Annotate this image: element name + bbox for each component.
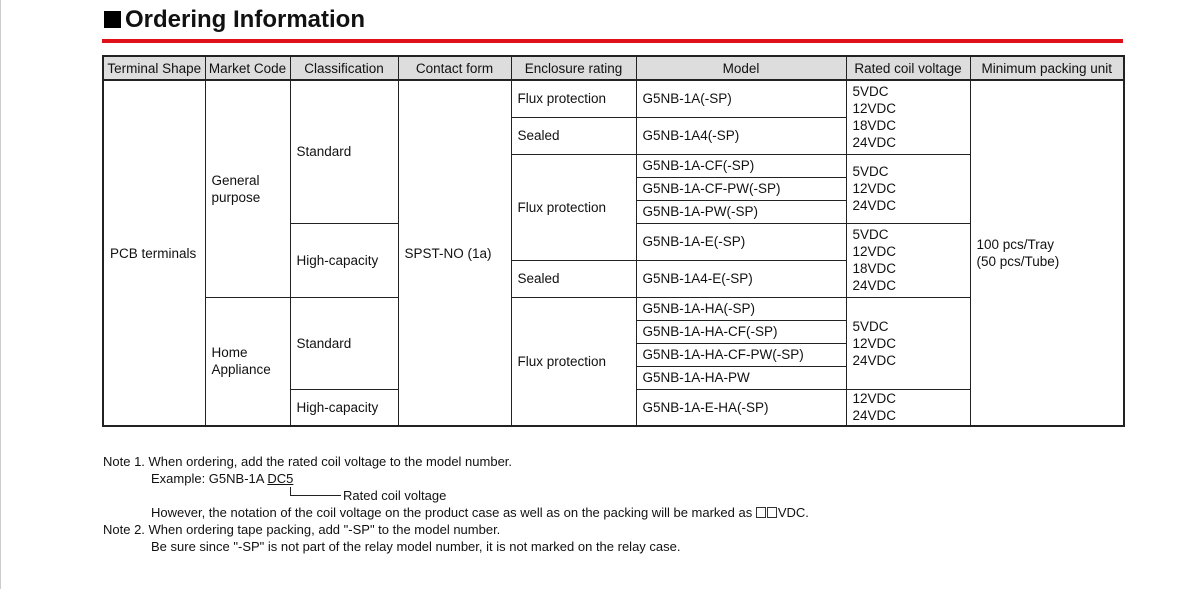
column-header: Model (636, 56, 846, 80)
enclosure-cell: Flux protection (511, 80, 636, 117)
ordering-table (102, 55, 1125, 427)
however-text: However, the notation of the coil voltage on the product case as well as on the packing will be marked as (151, 505, 756, 520)
column-header: Contact form (398, 56, 511, 80)
model-cell: G5NB-1A4(-SP) (636, 117, 846, 154)
callout-label: Rated coil voltage (343, 488, 447, 503)
table-header-row (103, 56, 1124, 80)
classification-cell: High-capacity (290, 389, 398, 426)
model-cell: G5NB-1A-HA-PW (636, 366, 846, 389)
market-code-cell: Home Appliance (205, 297, 290, 426)
note-2-detail: Be sure since "-SP" is not part of the relay model number, it is not marked on the relay case. (151, 539, 681, 554)
note-2: Note 2. When ordering tape packing, add "-SP" to the model number. (103, 522, 501, 537)
section-title (104, 6, 365, 34)
packing-unit-cell: 100 pcs/Tray (50 pcs/Tube) (970, 80, 1124, 426)
note-1-example (103, 470, 809, 487)
model-cell: G5NB-1A-HA-CF-PW(-SP) (636, 343, 846, 366)
note-1-however (103, 504, 809, 521)
callout-line (103, 487, 809, 504)
model-cell: G5NB-1A-HA-CF(-SP) (636, 320, 846, 343)
column-header: Classification (290, 56, 398, 80)
voltage-cell: 12VDC 24VDC (846, 389, 970, 426)
column-header: Market Code (205, 56, 290, 80)
voltage-cell: 5VDC 12VDC 24VDC (846, 297, 970, 389)
model-cell: G5NB-1A-CF(-SP) (636, 154, 846, 177)
placeholder-box-icon (756, 507, 766, 518)
title-underline (102, 39, 1123, 43)
enclosure-cell: Flux protection (511, 297, 636, 426)
classification-cell: High-capacity (290, 223, 398, 297)
however-suffix: VDC. (777, 505, 809, 520)
voltage-cell: 5VDC 12VDC 18VDC 24VDC (846, 80, 970, 154)
enclosure-cell: Flux protection (511, 154, 636, 260)
model-cell: G5NB-1A-PW(-SP) (636, 200, 846, 223)
classification-cell: Standard (290, 80, 398, 223)
callout-bracket (290, 487, 341, 496)
enclosure-cell: Sealed (511, 260, 636, 297)
model-cell: G5NB-1A-E(-SP) (636, 223, 846, 260)
model-cell: G5NB-1A(-SP) (636, 80, 846, 117)
example-voltage-code: DC5 (267, 471, 294, 486)
column-header: Minimum packing unit (970, 56, 1124, 80)
model-cell: G5NB-1A-HA(-SP) (636, 297, 846, 320)
column-header: Enclosure rating (511, 56, 636, 80)
enclosure-cell: Sealed (511, 117, 636, 154)
example-text: Example: G5NB-1A (151, 471, 268, 486)
column-header: Terminal Shape (103, 56, 205, 80)
page-left-border (0, 0, 1, 589)
voltage-cell: 5VDC 12VDC 24VDC (846, 154, 970, 223)
model-cell: G5NB-1A-CF-PW(-SP) (636, 177, 846, 200)
model-cell: G5NB-1A4-E(-SP) (636, 260, 846, 297)
classification-cell: Standard (290, 297, 398, 389)
voltage-cell: 5VDC 12VDC 18VDC 24VDC (846, 223, 970, 297)
note-1: Note 1. When ordering, add the rated coil voltage to the model number. (103, 454, 513, 469)
placeholder-box-icon (767, 507, 777, 518)
table-row (103, 80, 1124, 117)
notes-block (103, 453, 809, 555)
square-bullet-icon (104, 11, 121, 28)
section-title-text: Ordering Information (125, 6, 365, 33)
model-cell: G5NB-1A-E-HA(-SP) (636, 389, 846, 426)
terminal-shape-cell: PCB terminals (103, 80, 205, 426)
column-header: Rated coil voltage (846, 56, 970, 80)
contact-form-cell: SPST-NO (1a) (398, 80, 511, 426)
market-code-cell: General purpose (205, 80, 290, 297)
